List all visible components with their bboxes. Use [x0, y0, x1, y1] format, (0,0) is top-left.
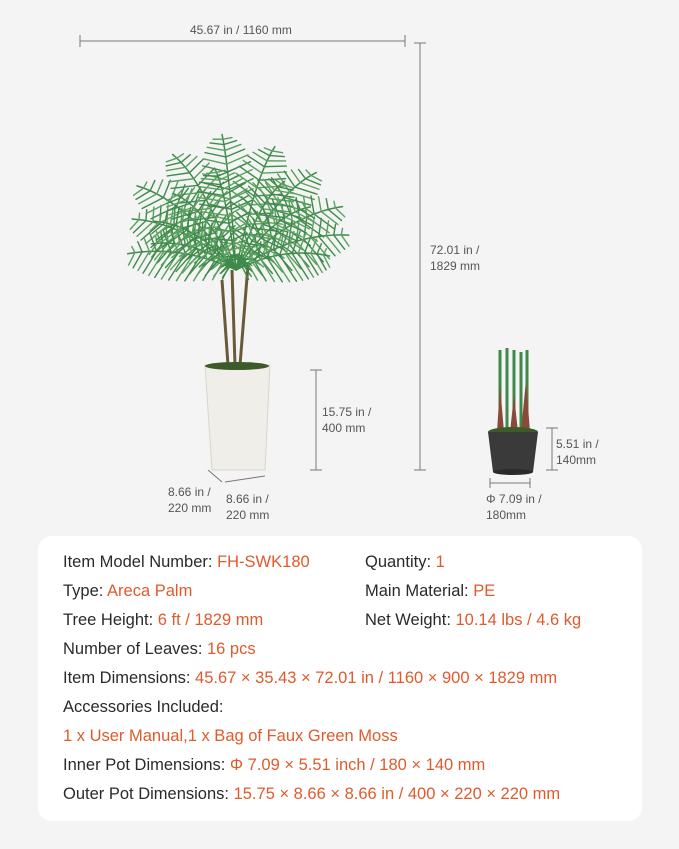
spec-inner-pot: Inner Pot Dimensions: Φ 7.09 × 5.51 inch / 180 × 140 mm — [63, 756, 486, 774]
pot-height-label-mm: 400 mm — [322, 421, 366, 435]
width-dimension-label: 45.67 in / 1160 mm — [190, 23, 292, 37]
height-dimension-label-mm: 1829 mm — [430, 259, 481, 273]
pot-height-label: 15.75 in / — [322, 405, 372, 419]
spec-outer-pot: Outer Pot Dimensions: 15.75 × 8.66 × 8.66 in / 400 × 220 × 220 mm — [63, 785, 561, 803]
spec-material: Main Material: PE — [365, 582, 496, 600]
pot-depth-label-mm: 220 mm — [168, 501, 212, 515]
inner-height-label: 5.51 in / — [556, 437, 599, 451]
spec-leaves: Number of Leaves: 16 pcs — [63, 640, 256, 658]
spec-card — [38, 536, 642, 821]
inner-pot-illustration — [488, 348, 538, 475]
pot-width-label: 8.66 in / — [226, 492, 269, 506]
spec-model: Item Model Number: FH-SWK180 — [63, 553, 310, 571]
inner-diameter-label: Φ 7.09 in / — [486, 492, 542, 506]
inner-height-label-mm: 140mm — [556, 453, 597, 467]
dimension-lines — [80, 35, 558, 488]
spec-net-weight: Net Weight: 10.14 lbs / 4.6 kg — [365, 611, 582, 629]
spec-type: Type: Areca Palm — [63, 582, 193, 600]
pot-width-label-mm: 220 mm — [226, 508, 270, 522]
spec-quantity: Quantity: 1 — [365, 553, 445, 571]
spec-tree-height: Tree Height: 6 ft / 1829 mm — [63, 611, 264, 629]
inner-diameter-label-mm: 180mm — [486, 508, 527, 522]
pot-depth-label: 8.66 in / — [168, 485, 211, 499]
spec-accessories-label: Accessories Included: — [63, 698, 224, 716]
spec-item-dimensions: Item Dimensions: 45.67 × 35.43 × 72.01 in / 1160 × 900 × 1829 mm — [63, 669, 558, 687]
height-dimension-label: 72.01 in / — [430, 243, 480, 257]
spec-accessories-value: 1 x User Manual,1 x Bag of Faux Green Moss — [63, 727, 398, 745]
